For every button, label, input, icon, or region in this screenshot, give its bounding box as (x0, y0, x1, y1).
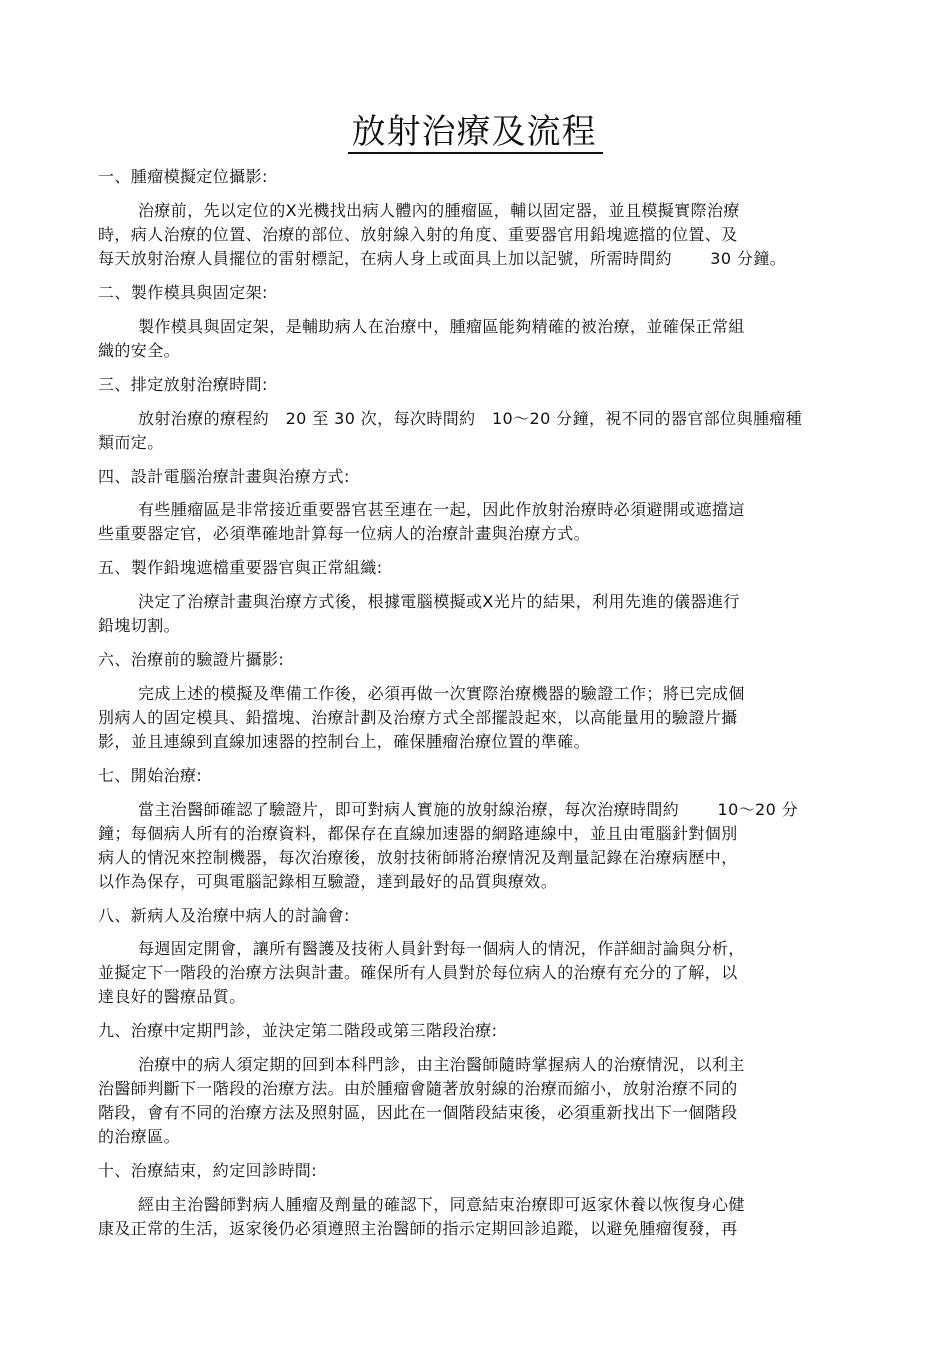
paragraph-line: 類而定。 (98, 433, 164, 452)
section-heading: 四、設計電腦治療計畫與治療方式: (98, 467, 350, 486)
paragraph-line: 完成上述的模擬及準備工作後，必須再做一次實際治療機器的驗證工作；將已完成個 (138, 684, 745, 703)
paragraph-line: 經由主治醫師對病人腫瘤及劑量的確認下，同意結束治療即可返家休養以恢復身心健 (138, 1195, 745, 1214)
section-heading: 九、治療中定期門診，並決定第二階段或第三階段治療: (98, 1021, 498, 1040)
section-heading: 五、製作鉛塊遮檔重要器官與正常組織: (98, 558, 383, 577)
paragraph-line: 鐘；每個病人所有的治療資料，都保存在直線加速器的網路連線中，並且由電腦針對個別 (98, 824, 738, 843)
paragraph-line: 康及正常的生活，返家後仍必須遵照主治醫師的指示定期回診追蹤，以避免腫瘤復發，再 (98, 1219, 738, 1238)
paragraph-line: 階段，會有不同的治療方法及照射區，因此在一個階段結束後，必須重新找出下一個階段 (98, 1103, 738, 1122)
paragraph-line: 達良好的醫療品質。 (98, 987, 246, 1006)
paragraph-line: 影，並且連線到直線加速器的控制台上，確保腫瘤治療位置的準確。 (98, 732, 591, 751)
paragraph-line: 治醫師判斷下一階段的治療方法。由於腫瘤會隨著放射線的治療而縮小，放射治療不同的 (98, 1079, 738, 1098)
paragraph-line: 每週固定開會，讓所有醫護及技術人員針對每一個病人的情況，作詳細討論與分析， (138, 939, 745, 958)
document-title-text: 放射治療及流程 (348, 112, 603, 154)
paragraph-line: 當主治醫師確認了驗證片，即可對病人實施的放射線治療，每次治療時間約 10～20 分 (138, 800, 799, 819)
paragraph-line: 治療前，先以定位的X光機找出病人體內的腫瘤區，輔以固定器，並且模擬實際治療 (138, 201, 740, 220)
paragraph-line: 病人的情況來控制機器，每次治療後，放射技術師將治療情況及劑量記錄在治療病歷中， (98, 848, 738, 867)
document-title (0, 110, 950, 154)
section-heading: 十、治療結束，約定回診時間: (98, 1161, 317, 1180)
section-heading: 六、治療前的驗證片攝影: (98, 650, 285, 669)
section-heading: 二、製作模具與固定架: (98, 283, 268, 302)
section-heading: 八、新病人及治療中病人的討論會: (98, 906, 350, 925)
paragraph-line: 並擬定下一階段的治療方法與計畫。確保所有人員對於每位病人的治療有充分的了解，以 (98, 963, 738, 982)
paragraph-line: 決定了治療計畫與治療方式後，根據電腦模擬或X光片的結果，利用先進的儀器進行 (138, 592, 740, 611)
paragraph-line: 別病人的固定模具、鉛擋塊、治療計劃及治療方式全部擺設起來，以高能量用的驗證片攝 (98, 708, 738, 727)
paragraph-line: 治療中的病人須定期的回到本科門診，由主治醫師隨時掌握病人的治療情況，以利主 (138, 1055, 745, 1074)
section-heading: 三、排定放射治療時間: (98, 375, 268, 394)
section-heading: 一、腫瘤模擬定位攝影: (98, 167, 268, 186)
paragraph-line: 以作為保存，可與電腦記錄相互驗證，達到最好的品質與療效。 (98, 872, 558, 891)
paragraph-line: 的治療區。 (98, 1127, 181, 1146)
paragraph-line: 鉛塊切割。 (98, 616, 181, 635)
paragraph-line: 些重要器定官，必須準確地計算每一位病人的治療計畫與治療方式。 (98, 524, 591, 543)
section-heading: 七、開始治療: (98, 766, 203, 785)
paragraph-line: 每天放射治療人員擺位的雷射標記，在病人身上或面具上加以記號，所需時間約 30 分鐘。 (98, 249, 787, 268)
paragraph-line: 時，病人治療的位置、治療的部位、放射線入射的角度、重要器官用鉛塊遮擋的位置、及 (98, 225, 738, 244)
paragraph-line: 製作模具與固定架，是輔助病人在治療中，腫瘤區能夠精確的被治療，並確保正常組 (138, 317, 745, 336)
paragraph-line: 有些腫瘤區是非常接近重要器官甚至連在一起，因此作放射治療時必須避開或遮擋這 (138, 500, 745, 519)
paragraph-line: 放射治療的療程約 20 至 30 次，每次時間約 10～20 分鐘，視不同的器官部位與腫瘤種 (138, 409, 803, 428)
paragraph-line: 織的安全。 (98, 341, 181, 360)
